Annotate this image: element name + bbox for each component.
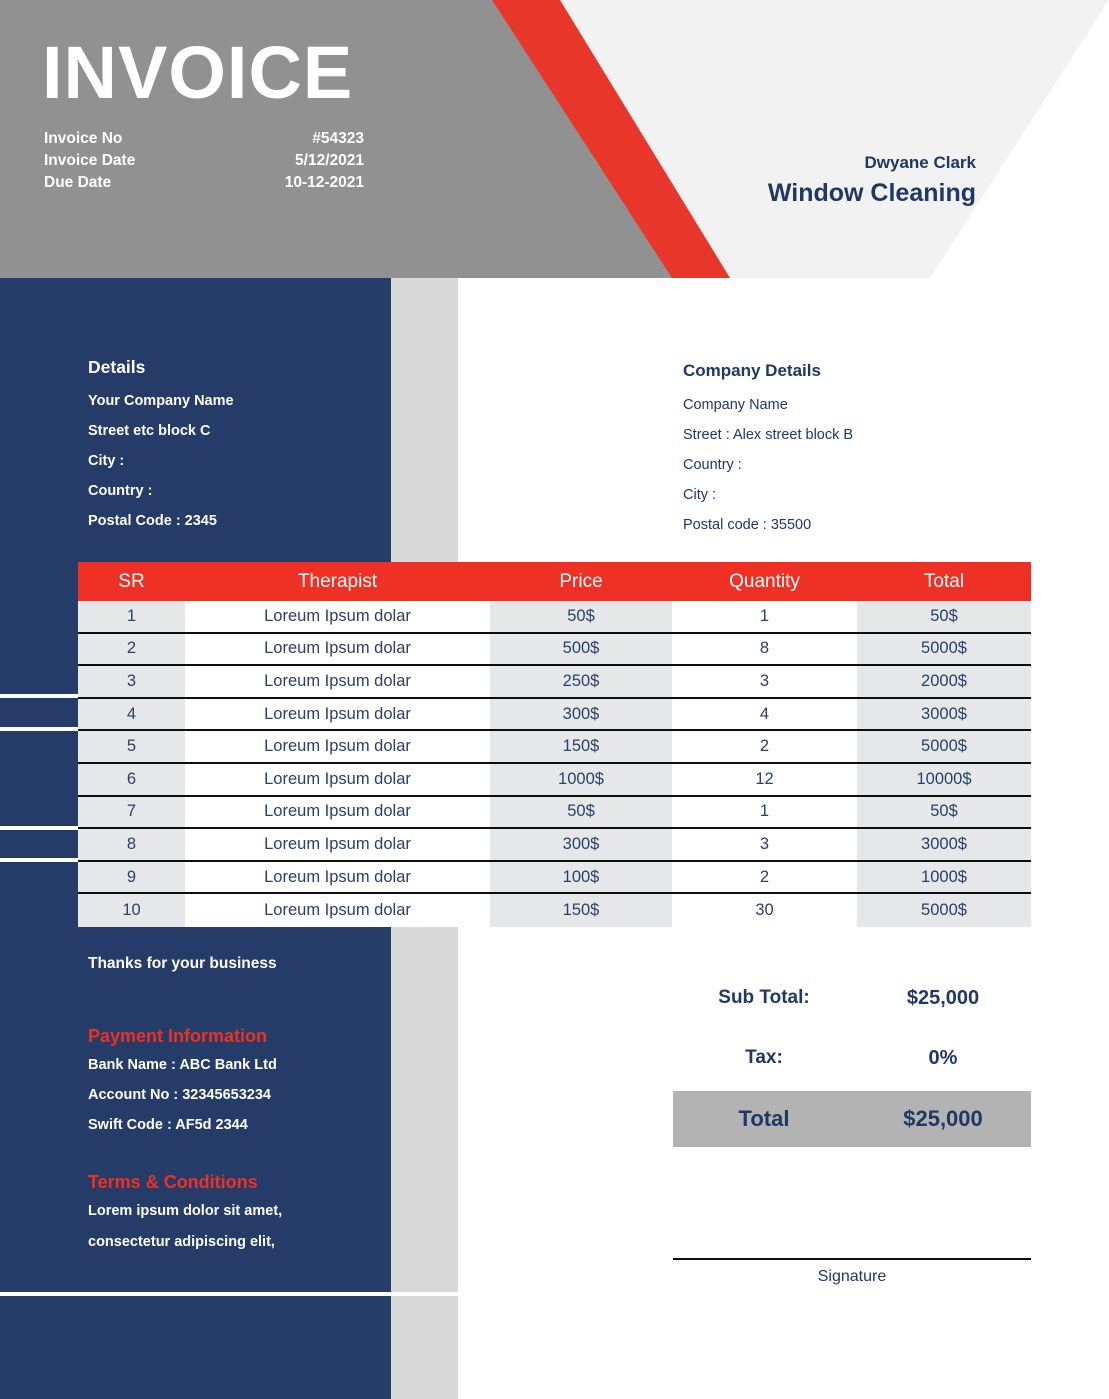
cell-sr: 6 [78,764,185,795]
tax-row [673,1028,1031,1088]
table-row [78,797,1031,830]
cell-sr: 3 [78,666,185,697]
invoice-no-row [44,128,364,150]
header-person-name: Dwyane Clark [864,153,976,172]
cell-sr: 5 [78,731,185,762]
line-items-table [78,562,1031,927]
left-gray-strip-bottom [391,1296,458,1399]
panel-divider-line [0,694,78,698]
panel-divider-line [0,858,78,862]
cell-total: 2000$ [857,666,1031,697]
panel-divider-line [0,727,78,731]
company-details-title: Company Details [683,361,821,380]
table-row [78,731,1031,764]
cell-therapist: Loreum Ipsum dolar [185,764,490,795]
grand-total-row [673,1091,1031,1147]
payment-swift-code: Swift Code : AF5d 2344 [88,1117,248,1133]
cell-quantity: 1 [672,797,857,828]
column-header-total: Total [923,570,965,592]
details-line: Country : [88,483,153,499]
table-row [78,829,1031,862]
cell-quantity: 2 [672,731,857,762]
payment-information-title: Payment Information [88,1026,268,1046]
totals-section [673,968,1031,1147]
invoice-header [0,0,1109,278]
grand-total-value: $25,000 [903,1106,983,1131]
cell-total: 5000$ [857,894,1031,927]
due-date-label: Due Date [44,174,112,191]
cell-price: 300$ [490,699,672,730]
tax-value: 0% [928,1046,958,1069]
details-section [88,352,378,536]
subtotal-label: Sub Total: [718,987,810,1008]
table-row [78,666,1031,699]
cell-total: 3000$ [857,829,1031,860]
details-line: Postal Code : 2345 [88,513,217,529]
cell-price: 50$ [490,601,672,632]
cell-quantity: 30 [672,894,857,927]
details-line: City : [88,453,125,469]
company-details-line: Postal code : 35500 [683,517,812,533]
cell-sr: 10 [78,894,185,927]
cell-total: 50$ [857,797,1031,828]
column-header-price: Price [559,570,603,592]
invoice-no-label: Invoice No [44,130,123,147]
table-row [78,894,1031,927]
table-row [78,764,1031,797]
cell-sr: 1 [78,601,185,632]
signature-section [673,1258,1031,1294]
cell-price: 500$ [490,634,672,665]
cell-therapist: Loreum Ipsum dolar [185,862,490,893]
cell-sr: 7 [78,797,185,828]
invoice-date-row [44,150,364,172]
details-title: Details [88,357,146,377]
invoice-date-value: 5/12/2021 [295,152,364,169]
cell-therapist: Loreum Ipsum dolar [185,731,490,762]
cell-quantity: 4 [672,699,857,730]
table-row [78,601,1031,634]
cell-sr: 4 [78,699,185,730]
cell-quantity: 12 [672,764,857,795]
table-row [78,862,1031,895]
cell-therapist: Loreum Ipsum dolar [185,894,490,927]
payment-bank-name: Bank Name : ABC Bank Ltd [88,1057,277,1073]
invoice-no-value: #54323 [312,130,364,147]
cell-total: 5000$ [857,634,1031,665]
cell-total: 5000$ [857,731,1031,762]
left-blue-panel-bottom [0,1296,391,1399]
cell-total: 3000$ [857,699,1031,730]
header-company-block [768,150,976,210]
cell-sr: 2 [78,634,185,665]
cell-quantity: 3 [672,666,857,697]
panel-divider-line [0,826,78,830]
cell-price: 1000$ [490,764,672,795]
details-line: Street etc block C [88,423,211,439]
column-header-therapist: Therapist [297,570,378,592]
subtotal-value: $25,000 [906,986,980,1009]
panel-bottom-separator [0,1292,458,1296]
cell-total: 1000$ [857,862,1031,893]
invoice-date-label: Invoice Date [44,152,136,169]
details-line: Your Company Name [88,393,234,409]
company-details-section [683,356,1013,540]
cell-price: 50$ [490,797,672,828]
cell-therapist: Loreum Ipsum dolar [185,601,490,632]
cell-total: 10000$ [857,764,1031,795]
cell-total: 50$ [857,601,1031,632]
cell-price: 250$ [490,666,672,697]
column-header-quantity: Quantity [729,570,800,592]
grand-total-label: Total [738,1106,790,1131]
cell-quantity: 8 [672,634,857,665]
terms-conditions-title: Terms & Conditions [88,1172,258,1192]
table-row [78,634,1031,667]
terms-conditions-line: consectetur adipiscing elit, [88,1234,275,1250]
cell-therapist: Loreum Ipsum dolar [185,797,490,828]
cell-price: 150$ [490,731,672,762]
table-row [78,699,1031,732]
page-title: INVOICE [42,31,354,114]
subtotal-row [673,968,1031,1028]
cell-price: 100$ [490,862,672,893]
signature-label: Signature [817,1268,887,1285]
cell-quantity: 3 [672,829,857,860]
due-date-value: 10-12-2021 [284,174,364,191]
due-date-row [44,172,364,194]
cell-price: 150$ [490,894,672,927]
payment-information-section [88,1022,378,1140]
terms-conditions-section [88,1168,388,1258]
header-business-name: Window Cleaning [767,179,976,207]
invoice-meta [44,128,364,194]
cell-therapist: Loreum Ipsum dolar [185,666,490,697]
thanks-message: Thanks for your business [88,955,277,972]
cell-therapist: Loreum Ipsum dolar [185,829,490,860]
cell-price: 300$ [490,829,672,860]
company-details-line: Street : Alex street block B [683,427,854,443]
terms-conditions-line: Lorem ipsum dolor sit amet, [88,1203,283,1219]
cell-therapist: Loreum Ipsum dolar [185,699,490,730]
cell-sr: 9 [78,862,185,893]
table-header-row [78,562,1031,601]
cell-quantity: 2 [672,862,857,893]
company-details-line: Country : [683,457,742,473]
payment-account-no: Account No : 32345653234 [88,1087,271,1103]
cell-sr: 8 [78,829,185,860]
cell-quantity: 1 [672,601,857,632]
company-details-line: City : [683,487,717,503]
column-header-sr: SR [118,570,145,592]
cell-therapist: Loreum Ipsum dolar [185,634,490,665]
company-details-line: Company Name [683,397,788,413]
tax-label: Tax: [745,1047,783,1068]
